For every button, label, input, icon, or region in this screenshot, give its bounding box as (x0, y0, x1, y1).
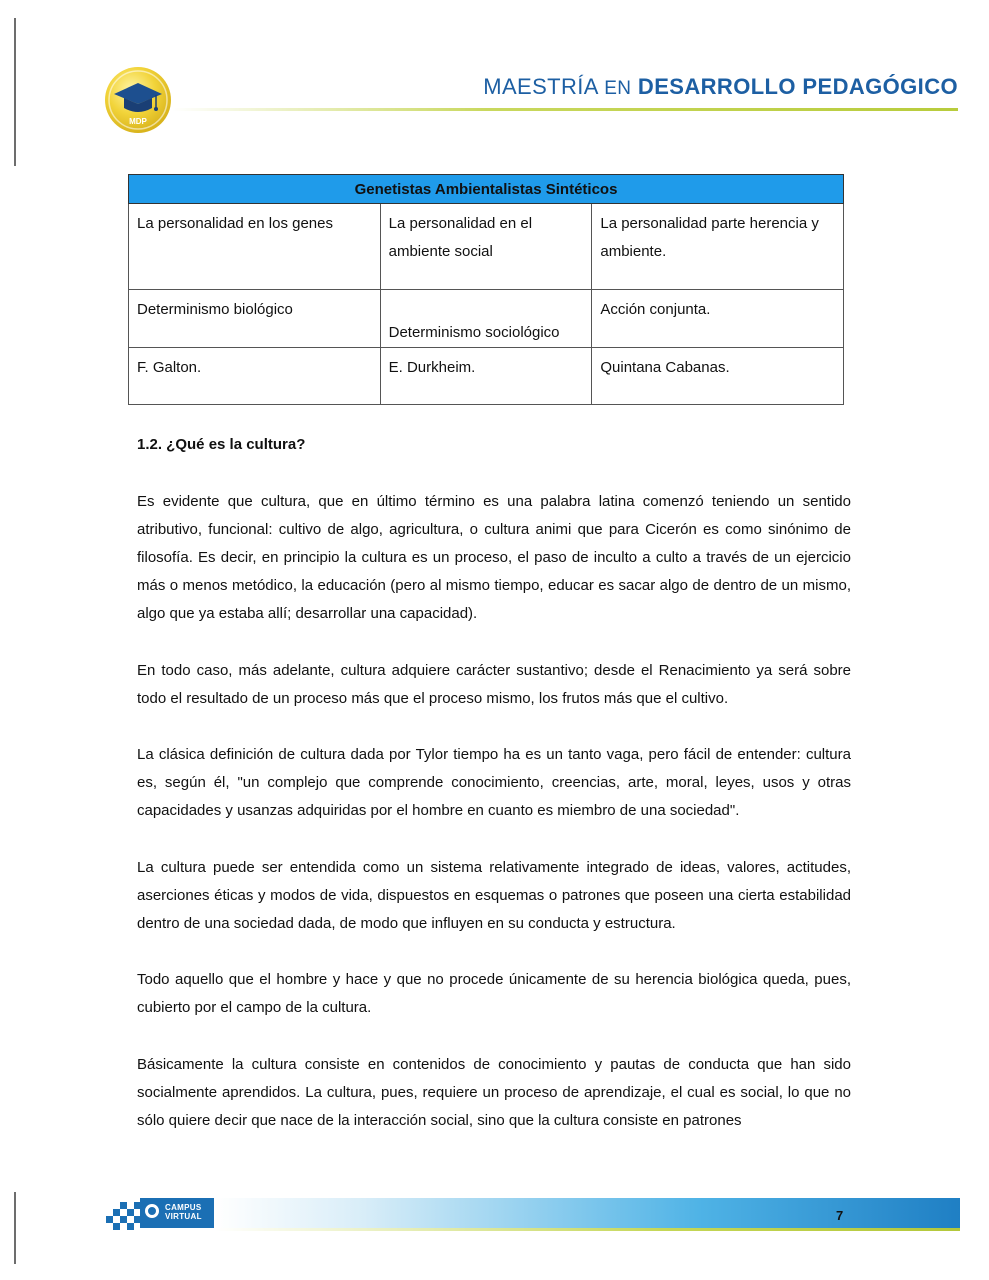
page-margin-line-top (14, 18, 16, 166)
table-cell: Determinismo sociológico (380, 290, 592, 348)
campus-line2: VIRTUAL (165, 1212, 202, 1221)
program-title-part3: DESARROLLO PEDAGÓGICO (637, 74, 958, 99)
paragraph: En todo caso, más adelante, cultura adquiere carácter sustantivo; desde el Renacimiento ya será sobre todo el resultado de un proceso más que el proceso mismo, los frutos más que el cultivo. (137, 662, 851, 707)
table-cell: F. Galton. (129, 348, 381, 405)
paragraph: Es evidente que cultura, que en último término es una palabra latina comenzó teniendo un sentido atributivo, funcional: cultivo de algo, agricultura, o cultura animi que para Cicerón es como sinónimo de filosofía. Es decir, en principio la cultura es un proceso, el paso de inculto a culto a través de un ejercicio más o menos metódico, la educación (pero al mismo tiempo, educar es sacar algo de dentro de un mismo, algo que ya estaba allí; desarrollar una capacidad). (137, 493, 851, 622)
table-cell: Quintana Cabanas. (592, 348, 844, 405)
table-row (129, 348, 844, 405)
table-header: Genetistas Ambientalistas Sintéticos (129, 175, 844, 204)
table-cell: Acción conjunta. (592, 290, 844, 348)
table-row (129, 204, 844, 290)
footer-accent-line (215, 1228, 960, 1231)
table-cell: La personalidad en los genes (129, 204, 381, 290)
table-cell: E. Durkheim. (380, 348, 592, 405)
table-cell: Determinismo biológico (129, 290, 381, 348)
header-divider (172, 108, 958, 111)
campus-virtual-text (165, 1203, 202, 1221)
paragraph: La clásica definición de cultura dada por Tylor tiempo ha es un tanto vaga, pero fácil de entender: cultura es, según él, "un complejo que comprende conocimiento, creencias, arte, moral, leyes, usos y otras capacidades y usanzas adquiridas por el hombre en cuanto es miembro de una sociedad". (137, 746, 851, 819)
table-row (129, 290, 844, 348)
page-margin-line-bottom (14, 1192, 16, 1264)
program-title-part1: MAESTRÍA (483, 74, 598, 99)
program-title-part2: EN (604, 78, 632, 99)
program-title (483, 74, 958, 100)
comparison-table (128, 174, 844, 405)
footer-bar (215, 1198, 960, 1228)
campus-logo-icon (145, 1204, 159, 1218)
section-heading: 1.2. ¿Qué es la cultura? (137, 436, 306, 453)
paragraph: Todo aquello que el hombre y hace y que no procede únicamente de su herencia biológica queda, pues, cubierto por el campo de la cultura. (137, 971, 851, 1016)
table-cell: La personalidad en el ambiente social (380, 204, 592, 290)
mdp-logo (104, 66, 172, 134)
campus-line1: CAMPUS (165, 1203, 202, 1212)
page-number: 7 (836, 1208, 844, 1223)
paragraph: La cultura puede ser entendida como un sistema relativamente integrado de ideas, valores, actitudes, aserciones éticas y modos de vida, dispuestos en esquemas o patrones que poseen una cierta estabilidad dentro de una sociedad dada, de modo que influyen en su conducta y estructura. (137, 859, 851, 932)
logo-text: MDP (129, 117, 147, 126)
paragraph: Básicamente la cultura consiste en contenidos de conocimiento y pautas de conducta que han sido socialmente aprendidos. La cultura, pues, requiere un proceso de aprendizaje, el cual es social, lo que no sólo quiere decir que nace de la interacción social, sino que la cultura consiste en patrones (137, 1056, 851, 1129)
table-cell: La personalidad parte herencia y ambiente. (592, 204, 844, 290)
